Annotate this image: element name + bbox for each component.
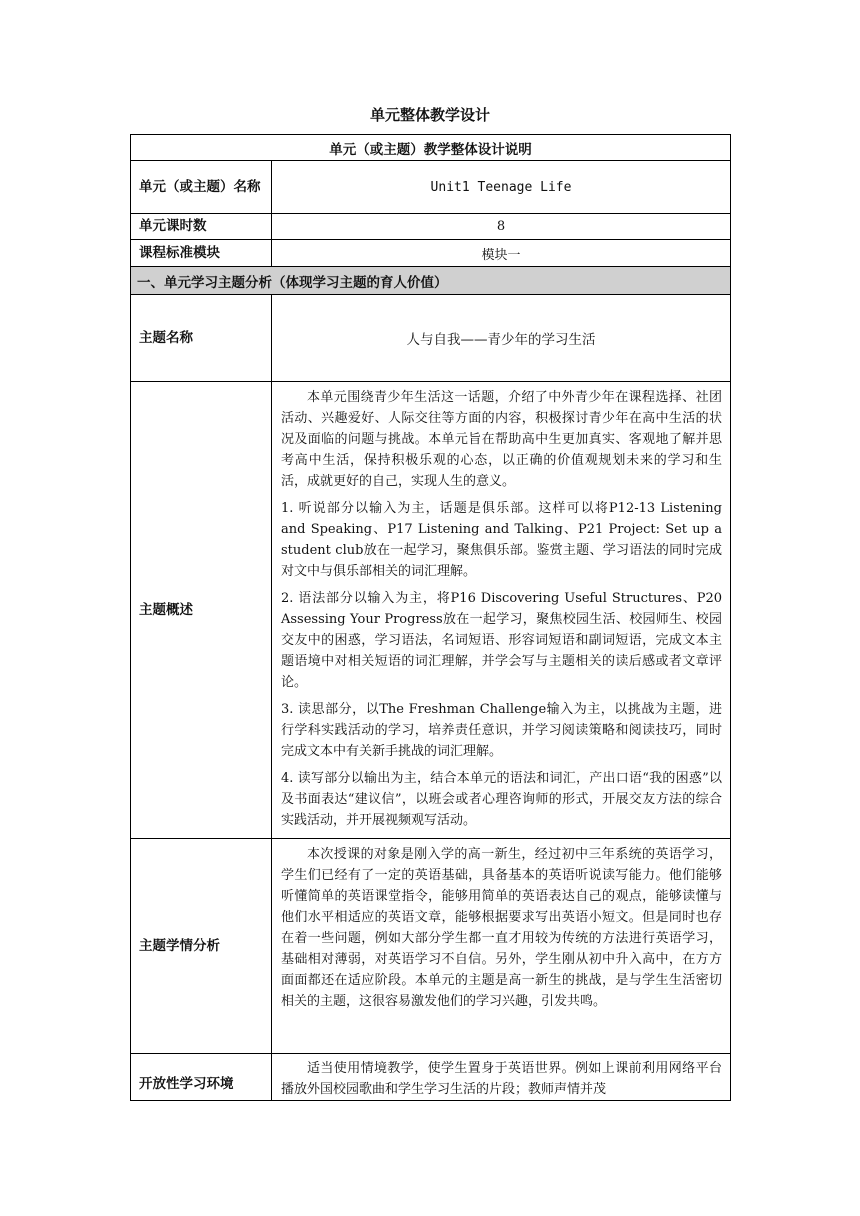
overview-paragraph: 本单元围绕青少年生活这一话题，介绍了中外青少年在课程选择、社团活动、兴趣爱好、人际交往等方面的内容，积极探讨青少年在高中生活的状况及面临的问题与挑战。本单元旨在帮助高中生更加真实、客观地了解并思考高中生活，保持积极乐观的心态，以正确的价值观规划未来的学习和生活，成就更好的自己，实现人生的意义。 [281,390,722,489]
overview-paragraph: 2. 语法部分以输入为主，将P16 Discovering Useful Structures、P20 Assessing Your Progress放在一起学习，聚焦校园生活、校园师生、校园交友中的困惑，学习语法，名词短语、形容词短语和副词短语，完成文本主题语境中对相关短语的词汇理解，并学会写与主题相关的读后感或者文章评论。 [281,591,722,690]
unit-name-value: Unit1 Teenage Life [272,161,731,214]
table-row [131,839,731,1054]
table-row [131,295,731,382]
hours-label: 单元课时数 [131,214,272,240]
page-title: 单元整体教学设计 [369,106,490,124]
overview-paragraph: 4. 读写部分以输出为主，结合本单元的语法和词汇，产出口语“我的困惑”以及书面表达“建议信”，以班会或者心理咨询师的形式，开展交友方法的综合实践活动，并开展视频观写活动。 [281,771,722,828]
table-header-row [131,135,731,161]
section-row [131,267,731,295]
learner-paragraph: 本次授课的对象是刚入学的高一新生，经过初中三年系统的英语学习，学生们已经有了一定的英语基础，具备基本的英语听说读写能力。他们能够听懂简单的英语课堂指令，能够用简单的英语表达自己的观点，能够读懂与他们水平相适应的英语文章，能够根据要求写出英语小短文。但是同时也存在着一些问题，例如大部分学生都一直才用较为传统的方法进行英语学习，基础相对薄弱，对英语学习不自信。另外，学生刚从初中升入高中，在方方面面都还在适应阶段。本单元的主题是高一新生的挑战，是与学生生活密切相关的主题，这很容易激发他们的学习兴趣，引发共鸣。 [281,847,722,1009]
overview-label: 主题概述 [131,382,272,839]
overview-content [272,382,731,839]
env-paragraph: 适当使用情境教学，使学生置身于英语世界。例如上课前利用网络平台播放外国校园歌曲和学生学习生活的片段；教师声情并茂 [281,1061,722,1097]
table-row [131,161,731,214]
table-header: 单元（或主题）教学整体设计说明 [131,135,731,161]
env-content [272,1054,731,1101]
learner-content [272,839,731,1054]
module-value: 模块一 [272,240,731,267]
table-row [131,214,731,240]
table-row [131,1054,731,1101]
table-row [131,240,731,267]
unit-name-label: 单元（或主题）名称 [131,161,272,214]
hours-value: 8 [272,214,731,240]
theme-name-label: 主题名称 [131,295,272,382]
module-label: 课程标准模块 [131,240,272,267]
design-table [130,134,731,1101]
table-row [131,382,731,839]
theme-name-value: 人与自我——青少年的学习生活 [272,295,731,382]
section-heading: 一、单元学习主题分析（体现学习主题的育人价值） [131,267,731,295]
learner-label: 主题学情分析 [131,839,272,1054]
overview-paragraph: 1. 听说部分以输入为主，话题是俱乐部。这样可以将P12-13 Listening and Speaking、P17 Listening and Talking、P21 Project: Set up a student club放在一起学习，聚焦俱乐部。鉴赏主题、学习语法的同时完成对文中与俱乐部相关的词汇理解。 [281,501,722,579]
overview-paragraph: 3. 读思部分，以The Freshman Challenge输入为主，以挑战为主题，进行学科实践活动的学习，培养责任意识，并学习阅读策略和阅读技巧，同时完成文本中有关新手挑战的词汇理解。 [281,702,722,759]
env-label: 开放性学习环境 [131,1054,272,1101]
